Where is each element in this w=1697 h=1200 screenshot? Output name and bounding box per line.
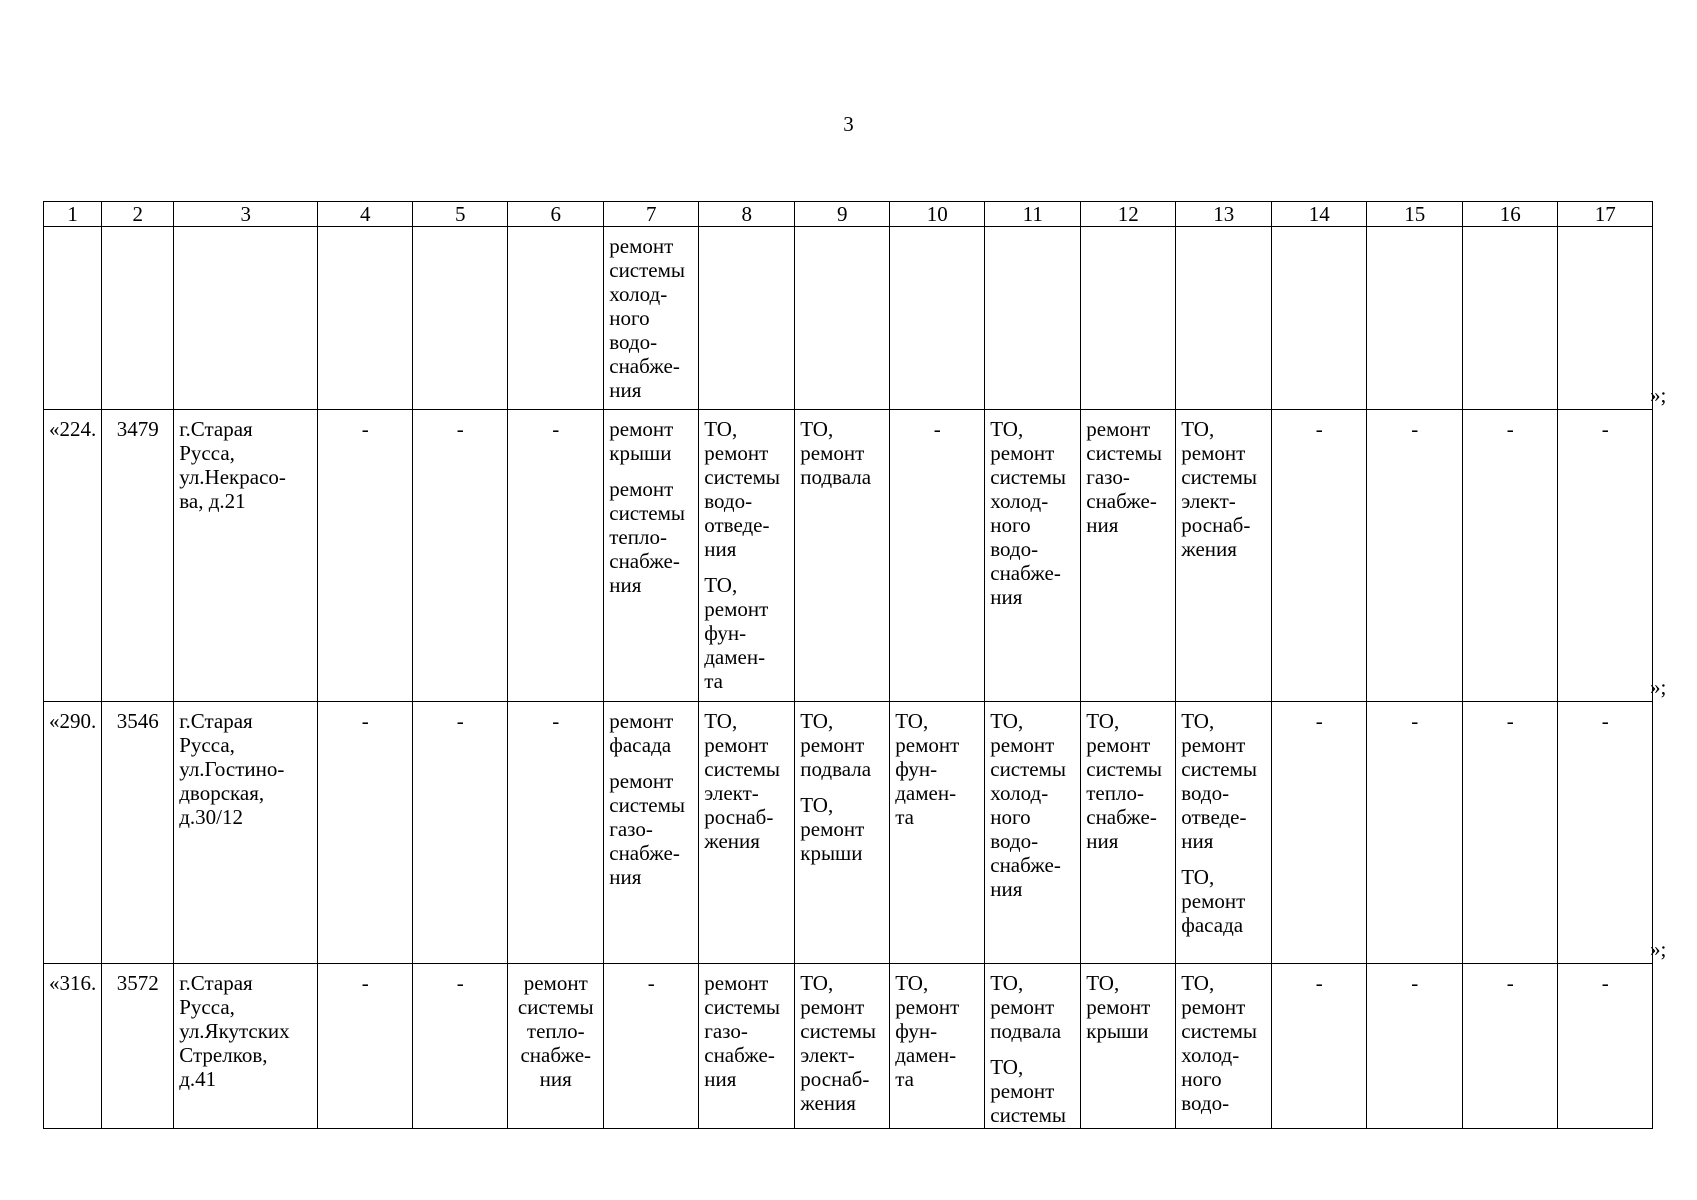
table-cell xyxy=(1176,227,1272,410)
table-cell xyxy=(1367,964,1463,1129)
cell-text: ТО, ремонт подвала xyxy=(800,709,872,781)
cell-text: ТО, ремонт системы водо- отведе- ния xyxy=(1181,709,1258,853)
cell-text: ремонт системы тепло- снабже- ния xyxy=(517,971,594,1091)
column-number-header: 13 xyxy=(1176,202,1272,227)
table-cell xyxy=(1367,702,1463,964)
table-cell xyxy=(174,702,318,964)
cell-text: г.Старая Русса, ул.Якутских Стрелков, д.41 xyxy=(179,971,290,1091)
table-cell xyxy=(699,964,795,1129)
cell-text: - xyxy=(933,417,941,441)
cell-text: - xyxy=(1411,417,1419,441)
cell-text: - xyxy=(1601,709,1609,733)
table-cell xyxy=(890,410,985,702)
cell-text: ремонт системы холод- ного водо- снабже- ния xyxy=(609,234,686,402)
cell-text: ТО, ремонт системы xyxy=(990,1055,1067,1127)
table-cell xyxy=(890,227,985,410)
column-number-header: 6 xyxy=(508,202,604,227)
cell-text: «224. xyxy=(49,417,97,441)
page-number: 3 xyxy=(843,112,854,136)
cell-text: г.Старая Русса, ул.Гостино- дворская, д.30/12 xyxy=(179,709,285,829)
table-row xyxy=(44,964,1653,1129)
table-cell xyxy=(174,410,318,702)
table-row xyxy=(44,702,1653,964)
table-cell xyxy=(1176,702,1272,964)
cell-text: г.Старая Русса, ул.Некрасо- ва, д.21 xyxy=(179,417,286,513)
column-number-header: 15 xyxy=(1367,202,1463,227)
table-cell xyxy=(1367,227,1463,410)
table-cell xyxy=(174,227,318,410)
cell-text: - xyxy=(1315,971,1323,995)
column-number-header: 2 xyxy=(102,202,174,227)
table-cell xyxy=(102,964,174,1129)
cell-text: ТО, ремонт подвала xyxy=(990,971,1062,1043)
table-cell xyxy=(318,702,413,964)
cell-text: - xyxy=(1506,417,1514,441)
table-cell xyxy=(508,410,604,702)
table-cell xyxy=(795,410,890,702)
column-number-header: 9 xyxy=(795,202,890,227)
table-cell xyxy=(985,410,1081,702)
cell-text: ремонт системы газо- снабже- ния xyxy=(609,769,686,889)
column-number-header: 4 xyxy=(318,202,413,227)
table-row xyxy=(44,227,1653,410)
row-closing-quote: »; xyxy=(1650,675,1667,699)
cell-text: - xyxy=(361,709,369,733)
cell-text: ТО, ремонт фун- дамен- та xyxy=(895,709,960,829)
cell-text: - xyxy=(456,971,464,995)
table-cell xyxy=(1463,702,1558,964)
cell-text: ТО, ремонт системы холод- ного водо- xyxy=(1181,971,1258,1115)
table-cell xyxy=(318,964,413,1129)
column-number-header: 10 xyxy=(890,202,985,227)
cell-text: 3546 xyxy=(116,709,159,733)
cell-text: ремонт системы тепло- снабже- ния xyxy=(609,477,686,597)
table-cell xyxy=(318,227,413,410)
cell-text: «316. xyxy=(49,971,97,995)
cell-text: - xyxy=(1315,417,1323,441)
cell-text: ремонт системы газо- снабже- ния xyxy=(1086,417,1163,537)
cell-text: ремонт системы газо- снабже- ния xyxy=(704,971,781,1091)
cell-text: - xyxy=(1315,709,1323,733)
table-cell xyxy=(102,227,174,410)
table-cell xyxy=(1081,702,1176,964)
column-number-header: 7 xyxy=(604,202,699,227)
column-number-header: 16 xyxy=(1463,202,1558,227)
table-cell xyxy=(174,964,318,1129)
column-number-header: 3 xyxy=(174,202,318,227)
table-cell xyxy=(985,964,1081,1129)
table-cell xyxy=(1558,964,1653,1129)
table-cell xyxy=(795,227,890,410)
table-cell xyxy=(44,964,102,1129)
table-cell xyxy=(699,410,795,702)
cell-text: 3572 xyxy=(116,971,159,995)
column-number-header: 14 xyxy=(1272,202,1367,227)
cell-text: ТО, ремонт крыши xyxy=(1086,971,1151,1043)
cell-text: ремонт крыши xyxy=(609,417,674,465)
cell-text: - xyxy=(1506,971,1514,995)
cell-text: ТО, ремонт системы элект- роснаб- жения xyxy=(704,709,781,853)
cell-text: - xyxy=(361,971,369,995)
table-cell xyxy=(795,964,890,1129)
cell-text: - xyxy=(1601,417,1609,441)
repair-schedule-table xyxy=(43,201,1653,1129)
table-cell xyxy=(44,410,102,702)
table-cell xyxy=(1272,410,1367,702)
cell-text: - xyxy=(456,709,464,733)
table-cell xyxy=(1081,410,1176,702)
column-number-header: 17 xyxy=(1558,202,1653,227)
cell-text: - xyxy=(647,971,655,995)
table-cell xyxy=(890,964,985,1129)
table-cell xyxy=(508,964,604,1129)
table-cell xyxy=(44,227,102,410)
table-row xyxy=(44,410,1653,702)
table-cell xyxy=(1558,227,1653,410)
table-cell xyxy=(1463,964,1558,1129)
cell-text: - xyxy=(361,417,369,441)
table-cell xyxy=(890,702,985,964)
cell-text: - xyxy=(1411,971,1419,995)
table-cell xyxy=(1176,410,1272,702)
cell-text: ТО, ремонт подвала xyxy=(800,417,872,489)
cell-text: ТО, ремонт системы водо- отведе- ния xyxy=(704,417,781,561)
column-number-header: 11 xyxy=(985,202,1081,227)
table-cell xyxy=(318,410,413,702)
table-cell xyxy=(1558,410,1653,702)
table-cell xyxy=(44,702,102,964)
table-cell xyxy=(413,410,508,702)
table-cell xyxy=(699,227,795,410)
row-closing-quote: »; xyxy=(1650,937,1667,961)
table-cell xyxy=(413,702,508,964)
column-number-header: 12 xyxy=(1081,202,1176,227)
cell-text: ТО, ремонт системы холод- ного водо- снабже- ния xyxy=(990,709,1067,901)
table-cell xyxy=(413,964,508,1129)
table-cell xyxy=(699,702,795,964)
column-number-header: 5 xyxy=(413,202,508,227)
cell-text: - xyxy=(1601,971,1609,995)
table-cell xyxy=(102,702,174,964)
table-cell xyxy=(1463,227,1558,410)
cell-text: ТО, ремонт системы элект- роснаб- жения xyxy=(1181,417,1258,561)
cell-text: - xyxy=(552,417,560,441)
header-row xyxy=(44,202,1653,227)
table-cell xyxy=(604,410,699,702)
column-number-header: 8 xyxy=(699,202,795,227)
cell-text: ТО, ремонт фун- дамен- та xyxy=(704,573,769,693)
cell-text: - xyxy=(1506,709,1514,733)
cell-text: ТО, ремонт фун- дамен- та xyxy=(895,971,960,1091)
table-cell xyxy=(604,227,699,410)
cell-text: ремонт фасада xyxy=(609,709,674,757)
table-cell xyxy=(1081,227,1176,410)
table-cell xyxy=(985,227,1081,410)
cell-text: 3479 xyxy=(116,417,159,441)
table-cell xyxy=(1367,410,1463,702)
cell-text: ТО, ремонт системы тепло- снабже- ния xyxy=(1086,709,1163,853)
table-cell xyxy=(1272,702,1367,964)
cell-text: ТО, ремонт системы холод- ного водо- снабже- ния xyxy=(990,417,1067,609)
row-closing-quote: »; xyxy=(1650,383,1667,407)
table-cell xyxy=(1176,964,1272,1129)
table-cell xyxy=(1463,410,1558,702)
cell-text: ТО, ремонт крыши xyxy=(800,793,865,865)
table-cell xyxy=(413,227,508,410)
column-number-header: 1 xyxy=(44,202,102,227)
table-cell xyxy=(102,410,174,702)
table-cell xyxy=(1272,964,1367,1129)
table-cell xyxy=(604,964,699,1129)
table-cell xyxy=(508,702,604,964)
cell-text: «290. xyxy=(49,709,97,733)
cell-text: - xyxy=(552,709,560,733)
table-cell xyxy=(604,702,699,964)
table-cell xyxy=(985,702,1081,964)
table-cell xyxy=(508,227,604,410)
cell-text: - xyxy=(456,417,464,441)
cell-text: ТО, ремонт фасада xyxy=(1181,865,1246,937)
table-cell xyxy=(795,702,890,964)
cell-text: ТО, ремонт системы элект- роснаб- жения xyxy=(800,971,877,1115)
table-cell xyxy=(1558,702,1653,964)
cell-text: - xyxy=(1411,709,1419,733)
table-cell xyxy=(1272,227,1367,410)
table-cell xyxy=(1081,964,1176,1129)
